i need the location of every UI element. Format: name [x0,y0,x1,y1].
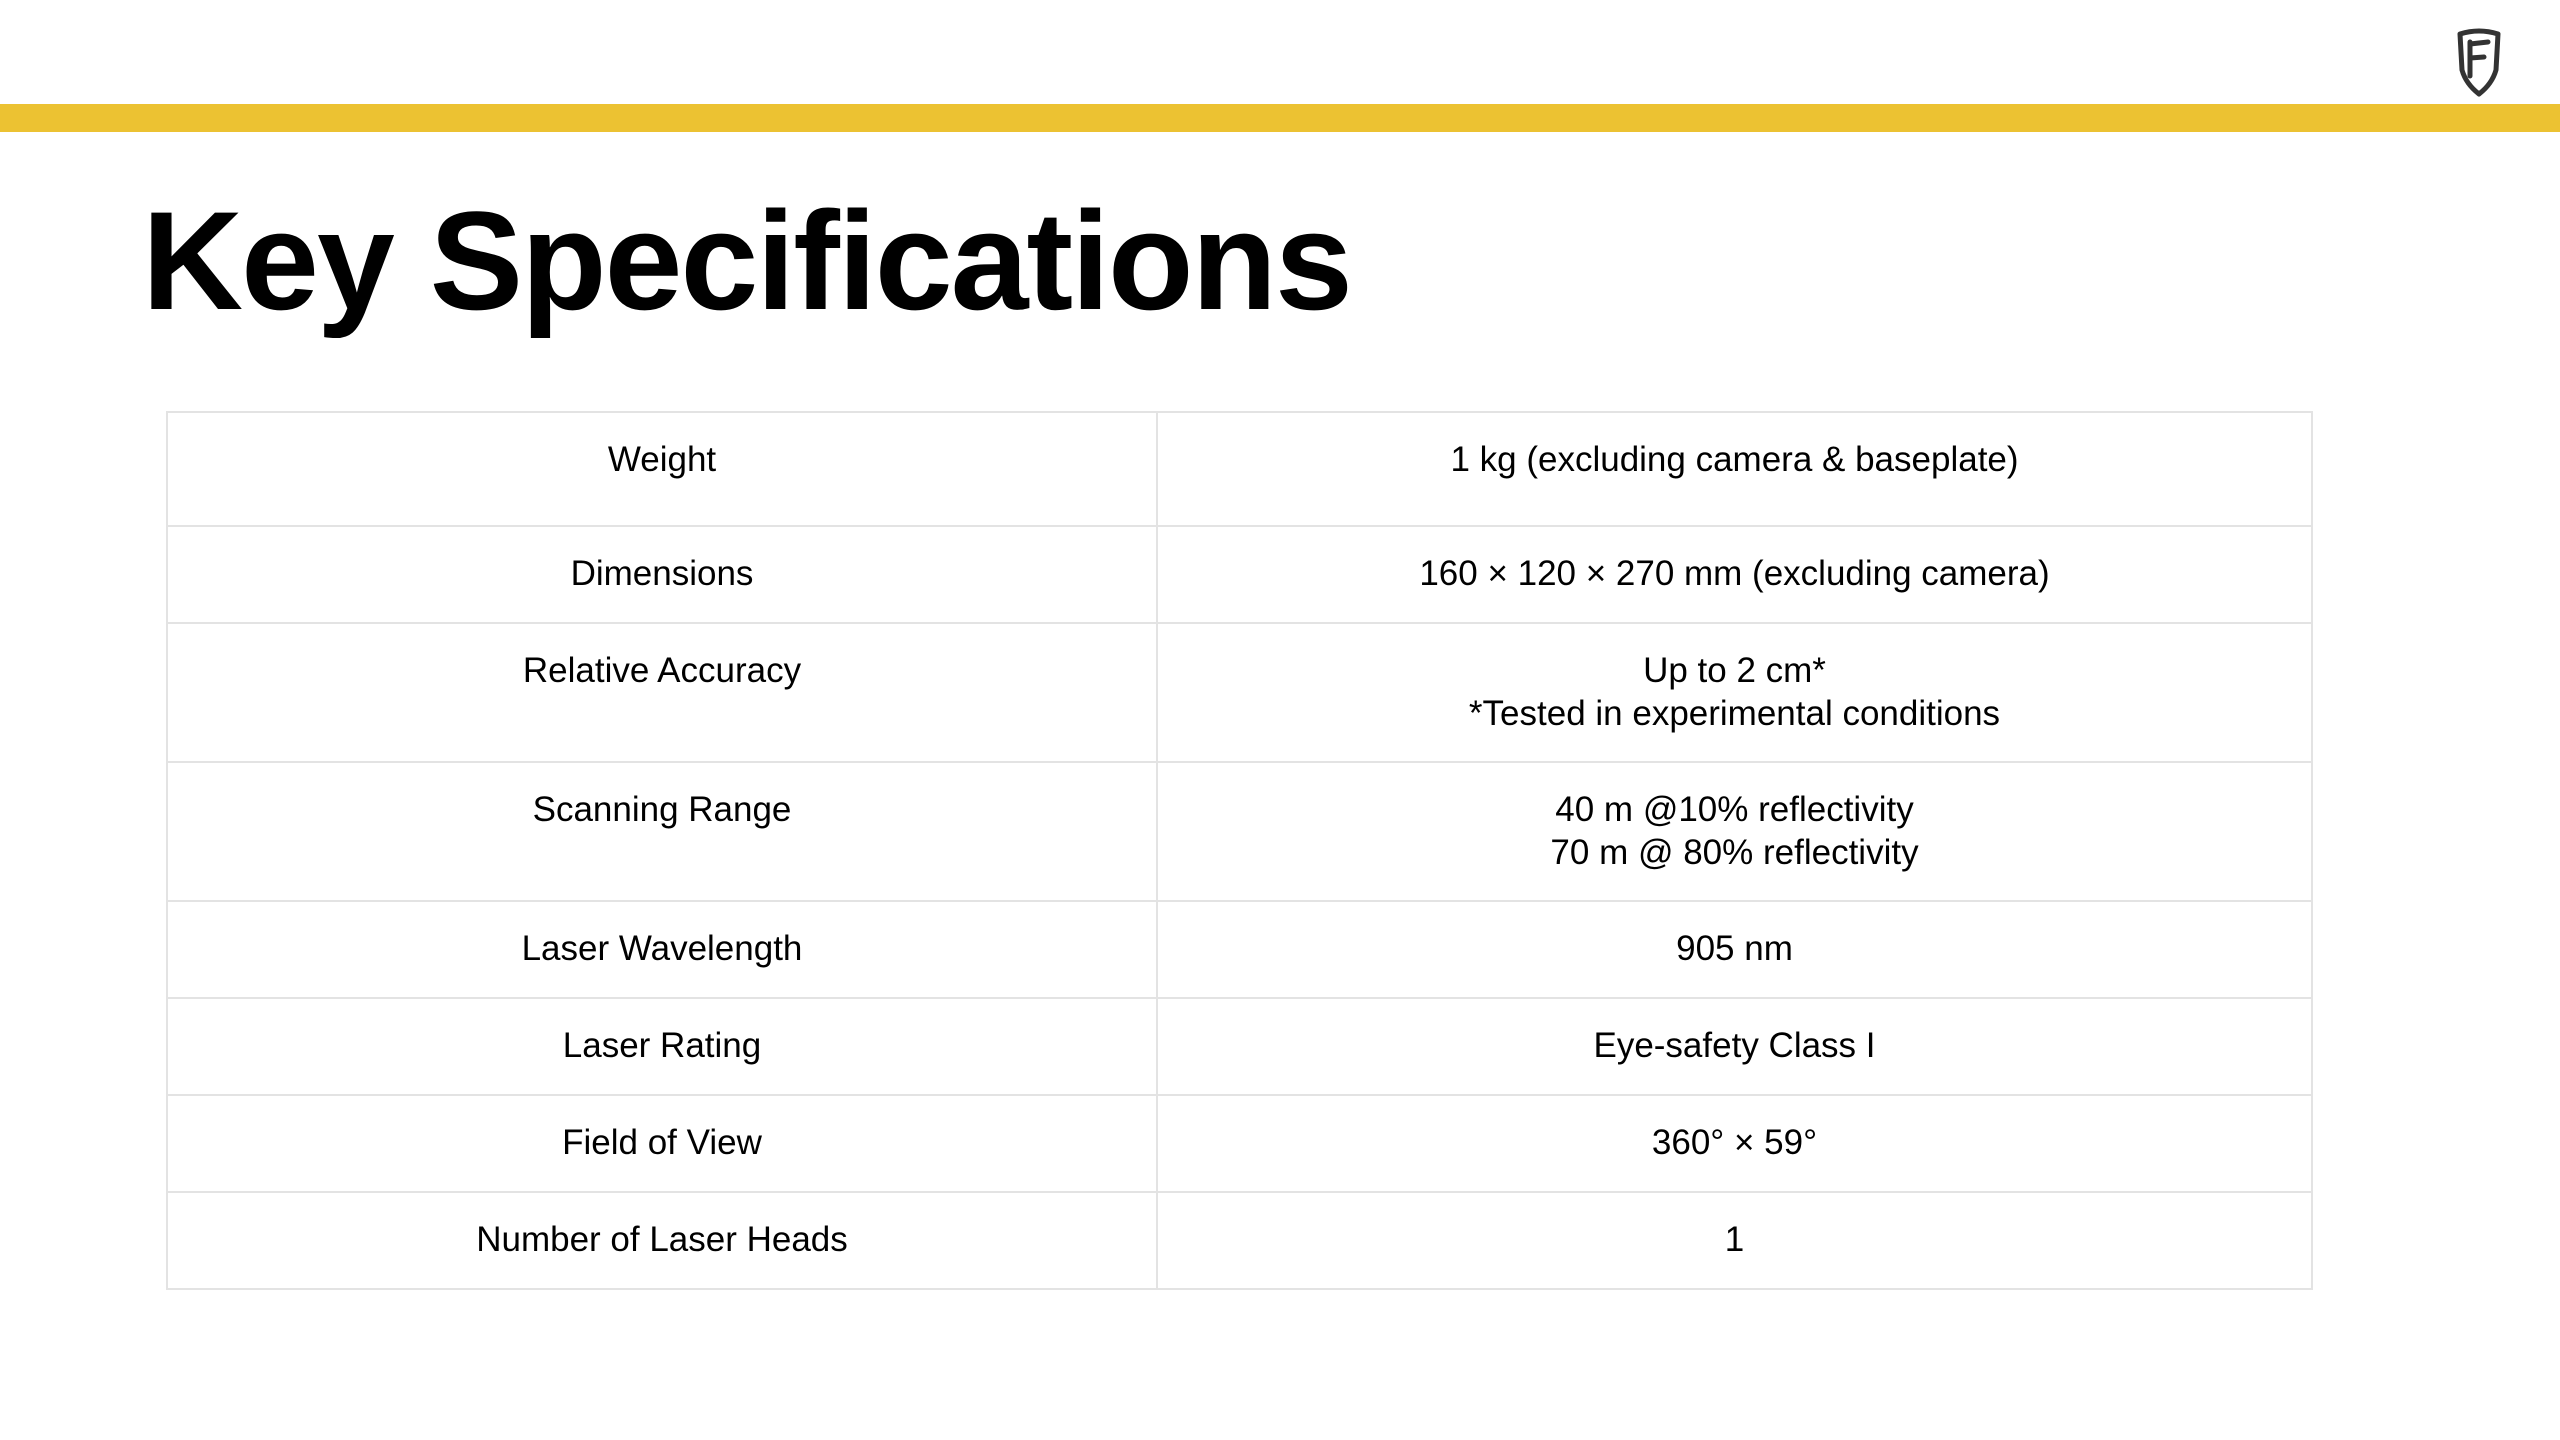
table-row [167,998,2312,1095]
table-row [167,901,2312,998]
spec-label: Number of Laser Heads [167,1192,1157,1289]
spec-value [1157,762,2312,901]
spec-value [1157,1095,2312,1192]
spec-value [1157,526,2312,623]
table-row [167,1192,2312,1289]
spec-value-line: 70 m @ 80% reflectivity [1550,833,1919,872]
spec-value-line: 160 × 120 × 270 mm (excluding camera) [1419,554,2050,593]
spec-value [1157,998,2312,1095]
spec-label: Laser Wavelength [167,901,1157,998]
specifications-table [166,411,2313,1290]
spec-label: Relative Accuracy [167,623,1157,762]
table-row [167,1095,2312,1192]
spec-value-note: *Tested in experimental conditions [1468,694,2001,733]
accent-bar [0,104,2560,132]
spec-value-line: 1 [1724,1220,1745,1259]
table-row [167,623,2312,762]
spec-label: Dimensions [167,526,1157,623]
shield-logo-icon [2456,26,2502,98]
spec-label: Scanning Range [167,762,1157,901]
spec-label: Laser Rating [167,998,1157,1095]
table-row [167,526,2312,623]
spec-value-line: Eye-safety Class I [1593,1026,1876,1065]
table-row [167,412,2312,526]
spec-label: Field of View [167,1095,1157,1192]
spec-value-line: 1 kg (excluding camera & baseplate) [1450,440,2019,479]
spec-value [1157,412,2312,526]
spec-value-line: 905 nm [1676,929,1793,968]
table-row [167,762,2312,901]
spec-value-line: 40 m @10% reflectivity [1555,790,1914,829]
spec-value [1157,623,2312,762]
spec-label: Weight [167,412,1157,526]
page-title: Key Specifications [142,182,1351,339]
spec-value-line: Up to 2 cm* [1643,651,1826,690]
spec-value [1157,1192,2312,1289]
spec-value-line: 360° × 59° [1651,1123,1818,1162]
spec-value [1157,901,2312,998]
